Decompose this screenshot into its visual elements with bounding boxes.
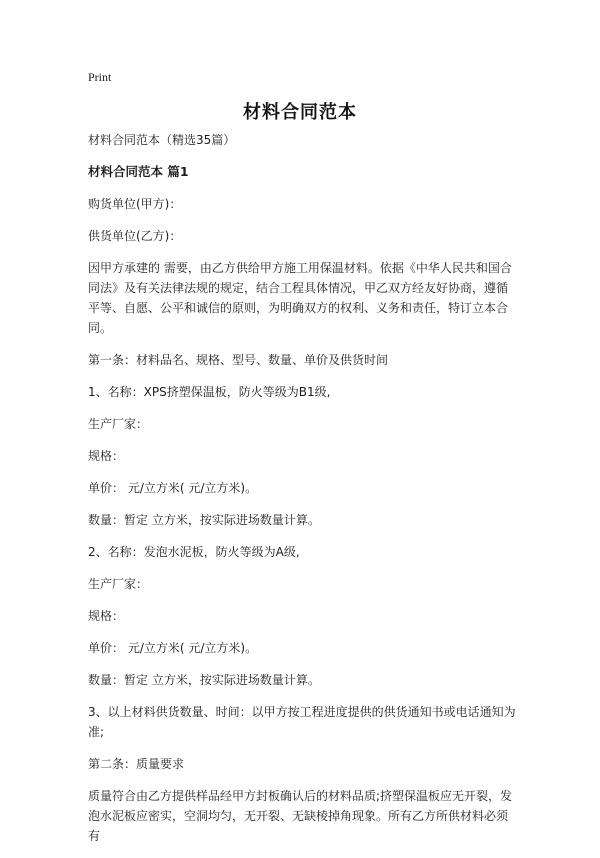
paragraph: 质量符合由乙方提供样品经甲方封板确认后的材料品质;挤塑保温板应无开裂，发泡水泥板应密实，空洞均匀，无开裂、无缺棱掉角现象。所有乙方所供材料必须有 (88, 789, 513, 843)
paragraph: 购货单位(甲方)： (88, 197, 182, 211)
paragraph: 单价： 元/立方米( 元/立方米)。 (88, 641, 258, 655)
paragraph: 规格： (88, 609, 125, 623)
paragraph: 生产厂家： (88, 417, 149, 431)
paragraph: 因甲方承建的 需要，由乙方供给甲方施工用保温材料。依据《中华人民共和国合同法》及有关法律法规的规定，结合工程具体情况，甲乙双方经友好协商，遵循平等、自愿、公平和诚信的原则，为明确双方的权利、义务和责任，特订立本合同。 (88, 261, 512, 335)
paragraph: 3、以上材料供货数量、时间：以甲方按工程进度提供的供货通知书或电话通知为准; (88, 705, 516, 739)
paragraph: 1、名称：XPS挤塑保温板，防火等级为B1级, (88, 385, 331, 399)
paragraph: 规格： (88, 449, 125, 463)
paragraph: 第二条：质量要求 (88, 757, 185, 771)
document-body (88, 130, 518, 858)
paragraph: 生产厂家： (88, 577, 149, 591)
paragraph: 数量：暂定 立方米，按实际进场数量计算。 (88, 513, 320, 527)
paragraph: 材料合同范本（精选35篇） (88, 133, 236, 147)
document-title: 材料合同范本 (243, 102, 357, 123)
paragraph: 数量：暂定 立方米，按实际进场数量计算。 (88, 673, 320, 687)
paragraph: 第一条：材料品名、规格、型号、数量、单价及供货时间 (88, 353, 389, 367)
paragraph: 2、名称：发泡水泥板，防火等级为A级, (88, 545, 300, 559)
paragraph: 供货单位(乙方)： (88, 229, 182, 243)
section-heading: 材料合同范本 篇1 (88, 164, 189, 179)
print-label: Print (88, 70, 112, 84)
paragraph: 单价： 元/立方米( 元/立方米)。 (88, 481, 258, 495)
